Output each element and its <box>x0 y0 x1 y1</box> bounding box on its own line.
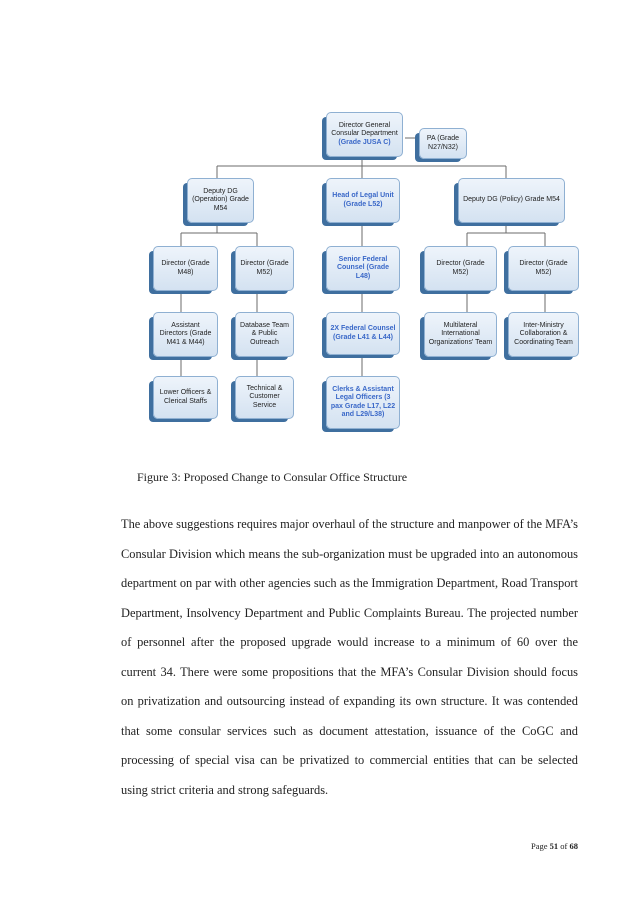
deputy-dg-operation-label: Deputy DG (Operation) Grade M54 <box>192 188 249 212</box>
head-of-legal-unit-box <box>326 178 400 223</box>
body-paragraph: The above suggestions requires major overhaul of the structure and manpower of the MFA’s Consular Division which means the sub-organization must be upgraded into an autonomous department on par with other agencies such as the Immigration Department, Road Transport Department, Insolvency Department and Public Complaints Bureau. The projected number of personnel after the proposed upgrade would increase to a minimum of 60 over the current 34. There were some propositions that the MFA’s Consular Division should focus on privatization and outsourcing instead of expanding its own structure. It was contended that some consular services such as document attestation, issuance of the CoGC and processing of special visa can be privatized to commercial entities that can be selected using strict criteria and strong safeguards. <box>121 517 578 797</box>
database-team-label: Database Team & Public Outreach <box>240 322 289 346</box>
head-of-legal-unit-label: Head of Legal Unit (Grade L52) <box>332 192 394 208</box>
of-word: of <box>560 841 568 851</box>
assistant-directors-label: Assistant Directors (Grade M41 & M44) <box>159 322 212 346</box>
pa-label: PA (Grade N27/N32) <box>426 135 460 151</box>
technical-customer-service-label: Technical & Customer Service <box>246 385 283 409</box>
director-m48-label: Director (Grade M48) <box>161 260 210 276</box>
figure-caption: Figure 3: Proposed Change to Consular Office Structure <box>137 470 408 484</box>
clerks-legal-officers-label: Clerks & Assistant Legal Officers (3 pax Grade L17, L22 and L29/L38) <box>330 386 396 418</box>
lower-officers-box <box>153 376 218 419</box>
director-m52-ops-label: Director (Grade M52) <box>240 260 289 276</box>
page-footer <box>531 841 578 851</box>
lower-officers-label: Lower Officers & Clerical Staffs <box>159 389 212 405</box>
org-chart <box>145 108 585 438</box>
director-m52-policy-a-label: Director (Grade M52) <box>436 260 485 276</box>
director-m52-policy-a-box <box>424 246 497 291</box>
assistant-directors-box <box>153 312 218 357</box>
federal-counsel-box <box>326 312 400 355</box>
director-m52-policy-b-box <box>508 246 579 291</box>
inter-ministry-team-box <box>508 312 579 357</box>
director-general-box <box>326 112 403 157</box>
technical-customer-service-box <box>235 376 294 419</box>
database-team-box <box>235 312 294 357</box>
total-pages: 68 <box>569 841 578 851</box>
deputy-dg-policy-label: Deputy DG (Policy) Grade M54 <box>463 196 560 204</box>
multilateral-team-label: Multilateral International Organizations' Team <box>428 322 493 346</box>
page-word: Page <box>531 841 548 851</box>
deputy-dg-policy-box <box>458 178 565 223</box>
deputy-dg-operation-box <box>187 178 254 223</box>
director-m52-ops-box <box>235 246 294 291</box>
page-number: 51 <box>549 841 559 851</box>
director-m52-policy-b-label: Director (Grade M52) <box>519 260 568 276</box>
director-m48-box <box>153 246 218 291</box>
director-general-grade: (Grade JUSA C) <box>338 138 391 146</box>
federal-counsel-label: 2X Federal Counsel (Grade L41 & L44) <box>330 325 396 341</box>
clerks-legal-officers-box <box>326 376 400 429</box>
pa-box <box>419 128 467 159</box>
director-general-label: Director General Consular Department <box>331 122 398 138</box>
multilateral-team-box <box>424 312 497 357</box>
senior-federal-counsel-box <box>326 246 400 291</box>
inter-ministry-team-label: Inter-Ministry Collaboration & Coordinating Team <box>514 322 573 346</box>
senior-federal-counsel-label: Senior Federal Counsel (Grade L48) <box>336 256 390 280</box>
